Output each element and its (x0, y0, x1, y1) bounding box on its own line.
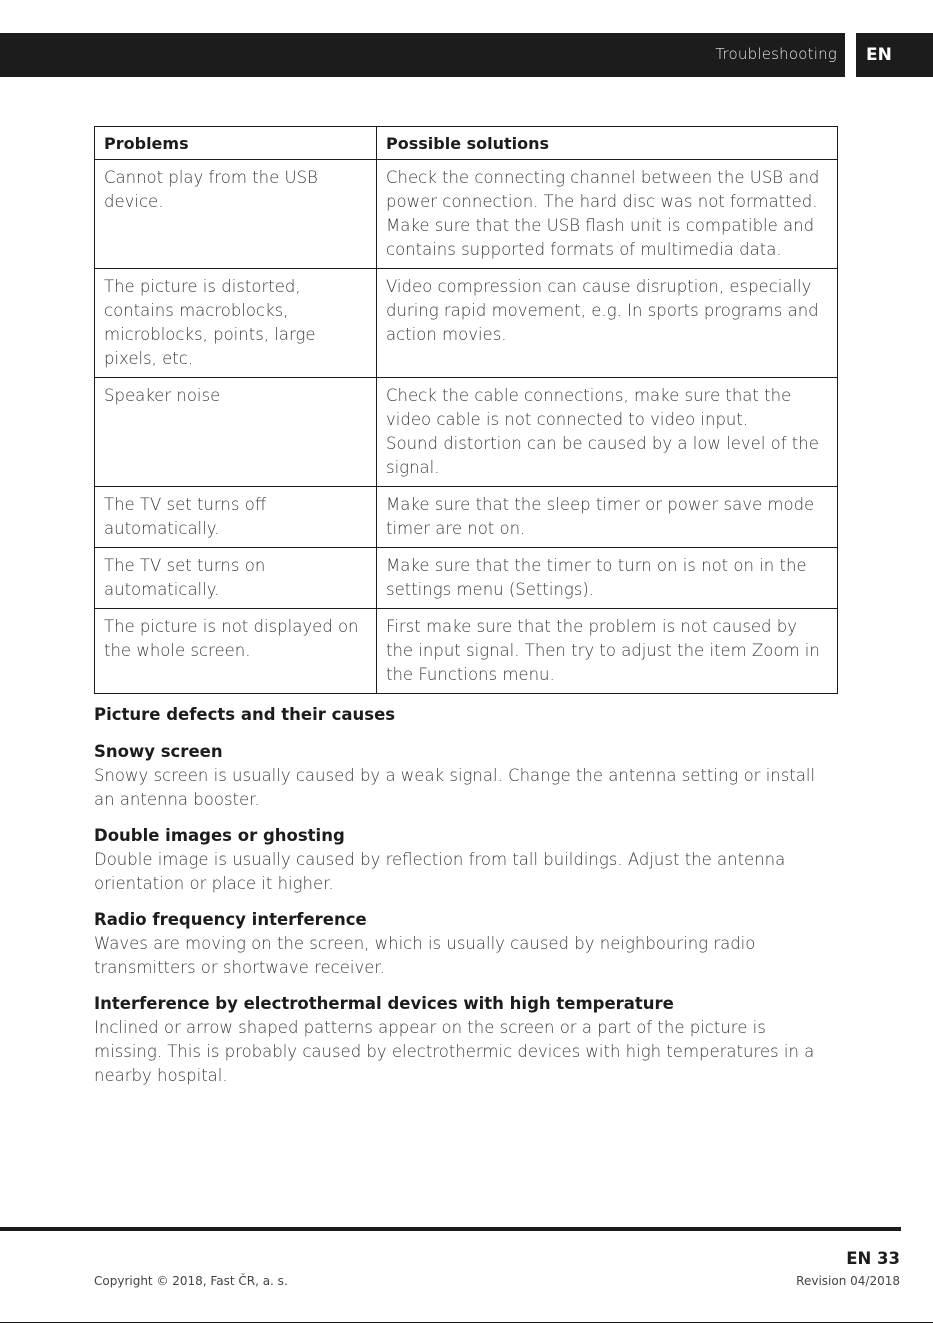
solution-cell: Make sure that the sleep timer or power save mode timer are not on. (377, 487, 838, 548)
footer-divider (0, 1227, 901, 1231)
table-header-row (95, 127, 838, 160)
defect-description: Waves are moving on the screen, which is usually caused by neighbouring radio transmitters or shortwave receiver. (94, 934, 756, 977)
problem-cell: The picture is not displayed on the whole screen. (95, 609, 377, 694)
defect-item (94, 824, 839, 896)
problem-cell: The TV set turns off automatically. (95, 487, 377, 548)
defect-heading: Snowy screen (94, 742, 223, 761)
table-row (95, 609, 838, 694)
table-row (95, 269, 838, 378)
column-header-solutions: Possible solutions (377, 127, 838, 160)
solution-cell: Check the connecting channel between the USB and power connection. The hard disc was not formatted. Make sure that the USB flash unit is compatible and contains supported formats of multimedia data. (377, 160, 838, 269)
picture-defects-section (94, 703, 839, 1100)
problem-cell: The TV set turns on automatically. (95, 548, 377, 609)
solution-cell: Video compression can cause disruption, especially during rapid movement, e.g. In sports programs and action movies. (377, 269, 838, 378)
column-header-problems: Problems (95, 127, 377, 160)
problem-cell: Cannot play from the USB device. (95, 160, 377, 269)
defect-heading: Double images or ghosting (94, 826, 345, 845)
problem-cell: Speaker noise (95, 378, 377, 487)
troubleshooting-table (94, 126, 838, 694)
defect-item (94, 740, 839, 812)
defect-description: Double image is usually caused by reflection from tall buildings. Adjust the antenna orientation or place it higher. (94, 850, 786, 893)
page-number: EN 33 (846, 1249, 900, 1268)
section-heading: Picture defects and their causes (94, 705, 396, 724)
defect-item (94, 992, 839, 1088)
defect-description: Inclined or arrow shaped patterns appear on the screen or a part of the picture is missing. This is probably caused by electrothermic devices with high temperatures in a nearby hospital. (94, 1018, 815, 1085)
page-bottom-rule (0, 1322, 933, 1323)
solution-cell: First make sure that the problem is not caused by the input signal. Then try to adjust the item Zoom in the Functions menu. (377, 609, 838, 694)
table-row (95, 548, 838, 609)
defect-description: Snowy screen is usually caused by a weak signal. Change the antenna setting or install an antenna booster. (94, 766, 816, 809)
table-row (95, 160, 838, 269)
header-bar (0, 33, 845, 77)
defect-item (94, 908, 839, 980)
solution-cell: Check the cable connections, make sure that the video cable is not connected to video input. Sound distortion can be caused by a low level of the signal. (377, 378, 838, 487)
table-row (95, 487, 838, 548)
defect-heading: Radio frequency interference (94, 910, 367, 929)
revision-text: Revision 04/2018 (796, 1274, 900, 1288)
section-title: Troubleshooting (715, 45, 837, 63)
table-row (95, 378, 838, 487)
problem-cell: The picture is distorted, contains macroblocks, microblocks, points, large pixels, etc. (95, 269, 377, 378)
solution-cell: Make sure that the timer to turn on is not on in the settings menu (Settings). (377, 548, 838, 609)
language-badge: EN (856, 33, 933, 77)
copyright-text: Copyright © 2018, Fast ČR, a. s. (94, 1274, 288, 1288)
defect-heading: Interference by electrothermal devices with high temperature (94, 994, 674, 1013)
